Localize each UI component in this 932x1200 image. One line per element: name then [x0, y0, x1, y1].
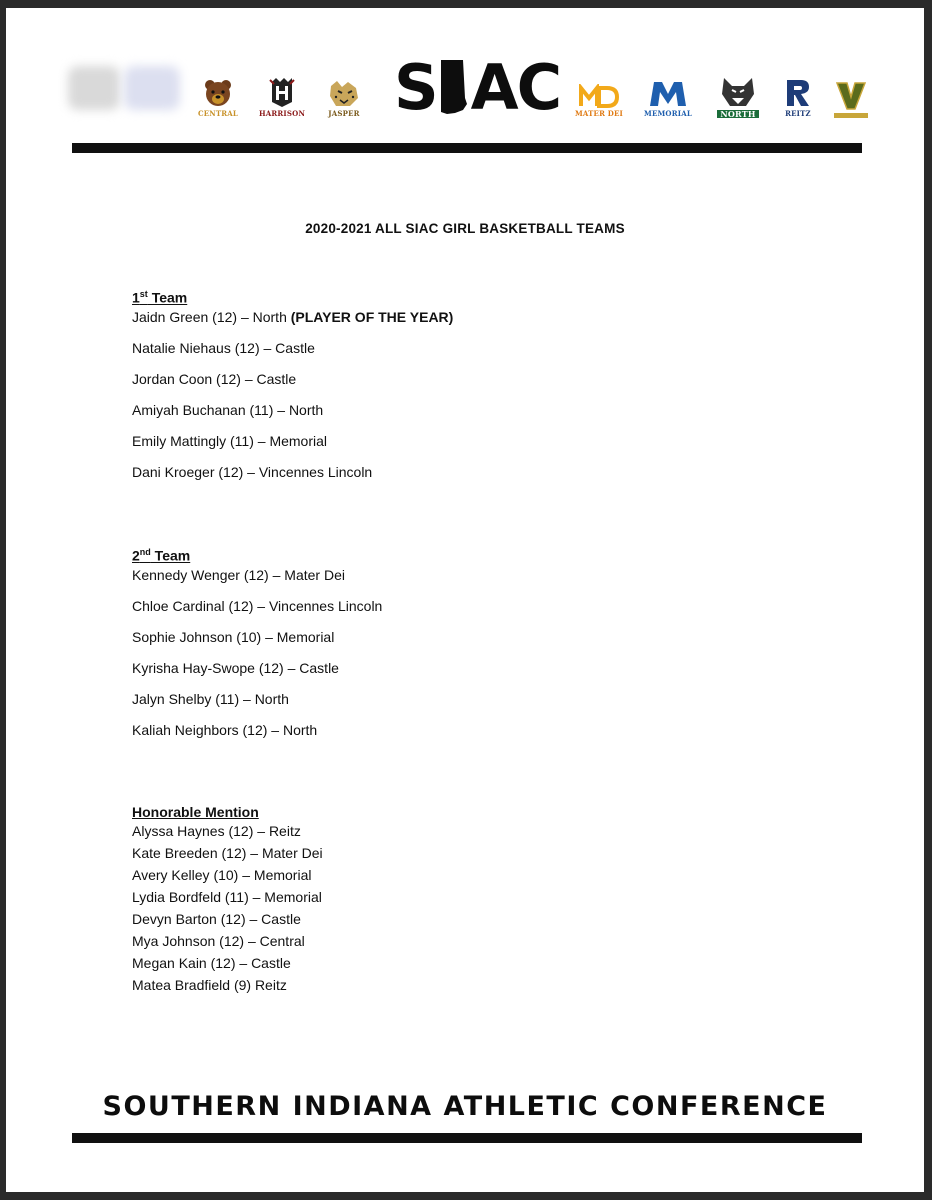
list-item: Avery Kelley (10) – Memorial	[132, 867, 312, 883]
logo-caption: MEMORIAL	[644, 109, 692, 118]
heading-text: Team	[147, 289, 188, 306]
central-logo	[196, 72, 240, 118]
player-award: (PLAYER OF THE YEAR)	[290, 308, 454, 325]
siac-letter-s: S	[394, 50, 437, 124]
list-item: Kennedy Wenger (12) – Mater Dei	[132, 566, 345, 583]
reitz-logo	[780, 72, 816, 118]
first-team-section	[132, 289, 453, 480]
list-item: Jalyn Shelby (11) – North	[132, 690, 289, 707]
footer-divider	[72, 1133, 862, 1143]
list-item	[132, 309, 453, 325]
list-item: Emily Mattingly (11) – Memorial	[132, 432, 328, 449]
md-monogram-icon	[579, 84, 619, 108]
list-item: Jordan Coon (12) – Castle	[132, 370, 297, 387]
list-item: Sophie Johnson (10) – Memorial	[132, 628, 335, 645]
heading-number: 2	[132, 547, 140, 564]
logo-caption: MATER DEI	[574, 109, 624, 118]
list-item: Matea Bradfield (9) Reitz	[132, 977, 287, 993]
logo-caption: CENTRAL	[197, 109, 239, 118]
list-item: Megan Kain (12) – Castle	[132, 955, 291, 971]
wildcat-icon	[328, 80, 360, 108]
honorable-mention-section	[132, 804, 323, 996]
heading-text: Team	[150, 547, 191, 564]
player-name: Jaidn Green (12) – North	[132, 308, 287, 325]
logo-caption: HARRISON	[258, 109, 306, 118]
v-letter-icon	[836, 81, 866, 111]
list-item: Kaliah Neighbors (12) – North	[132, 721, 318, 738]
indiana-state-icon	[439, 58, 469, 116]
warrior-icon	[268, 76, 296, 108]
header-divider	[72, 143, 862, 153]
north-logo	[714, 66, 762, 118]
mater-dei-logo	[574, 74, 624, 118]
logo-caption: JASPER	[328, 109, 360, 118]
blurred-logo	[124, 66, 180, 110]
second-team-section	[132, 547, 382, 738]
m-letter-icon	[648, 80, 688, 108]
heading-number: 1	[132, 289, 140, 306]
r-letter-icon	[785, 78, 811, 108]
section-heading: Honorable Mention	[132, 804, 259, 820]
logo-caption: REITZ	[785, 109, 811, 118]
document-page	[6, 8, 924, 1192]
list-item: Kate Breeden (12) – Mater Dei	[132, 845, 323, 861]
heading-ordinal: nd	[139, 547, 151, 557]
bear-icon	[203, 78, 233, 108]
siac-letters-ac: AC	[470, 50, 561, 124]
list-item: Natalie Niehaus (12) – Castle	[132, 339, 315, 356]
logo-caption-bar	[834, 113, 868, 118]
section-heading	[132, 547, 382, 564]
list-item: Chloe Cardinal (12) – Vincennes Lincoln	[132, 597, 383, 614]
section-heading	[132, 289, 453, 306]
heading-ordinal: st	[139, 289, 148, 299]
list-item: Lydia Bordfeld (11) – Memorial	[132, 889, 322, 905]
logo-caption: NORTH	[717, 110, 758, 118]
school-logo-row	[64, 50, 870, 126]
list-item: Devyn Barton (12) – Castle	[132, 911, 301, 927]
list-item: Dani Kroeger (12) – Vincennes Lincoln	[132, 463, 373, 480]
siac-wordmark	[394, 50, 561, 124]
list-item: Kyrisha Hay-Swope (12) – Castle	[132, 659, 339, 676]
harrison-logo	[260, 70, 304, 118]
jasper-logo	[322, 72, 366, 118]
husky-icon	[720, 76, 756, 108]
footer-title: SOUTHERN INDIANA ATHLETIC CONFERENCE	[102, 1091, 828, 1122]
list-item: Mya Johnson (12) – Central	[132, 933, 305, 949]
list-item: Alyssa Haynes (12) – Reitz	[132, 823, 301, 839]
memorial-logo	[644, 72, 692, 118]
vincennes-logo	[832, 72, 870, 118]
blurred-logo	[68, 66, 120, 110]
list-item: Amiyah Buchanan (11) – North	[132, 401, 324, 418]
page-title: 2020-2021 ALL SIAC GIRL BASKETBALL TEAMS	[305, 221, 625, 236]
